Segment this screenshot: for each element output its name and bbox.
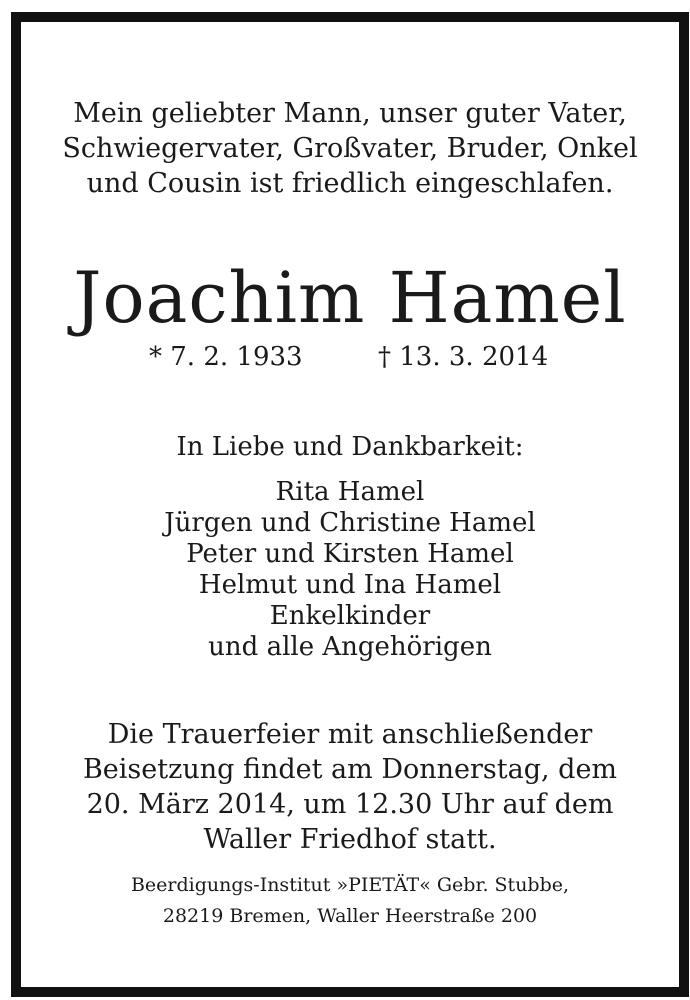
mourner-name: Peter und Kirsten Hamel bbox=[186, 539, 514, 569]
mourner-name: und alle Angehörigen bbox=[208, 632, 492, 662]
mourner-name: Rita Hamel bbox=[275, 477, 425, 507]
birth-date: * 7. 2. 1933 bbox=[149, 342, 303, 372]
life-dates bbox=[21, 340, 679, 374]
institute-line-2: 28219 Bremen, Waller Heerstraße 200 bbox=[162, 905, 538, 927]
mourner-name: Helmut und Ina Hamel bbox=[198, 570, 502, 600]
funeral-line-1: Die Trauerfeier mit anschließender bbox=[107, 719, 593, 750]
funeral-line-2: Beisetzung findet am Donnerstag, dem bbox=[82, 754, 618, 785]
intro-line-3: und Cousin ist friedlich eingeschlafen. bbox=[86, 168, 614, 199]
funeral-line-4: Waller Friedhof statt. bbox=[203, 824, 497, 855]
mourners-heading: In Liebe und Dankbarkeit: bbox=[176, 432, 524, 462]
death-date: † 13. 3. 2014 bbox=[378, 342, 549, 372]
intro-line-2: Schwiegervater, Großvater, Bruder, Onkel bbox=[62, 133, 638, 164]
deceased-name: Joachim Hamel bbox=[73, 257, 627, 339]
mourner-name: Enkelkinder bbox=[269, 601, 431, 631]
funeral-line-3: 20. März 2014, um 12.30 Uhr auf dem bbox=[86, 789, 614, 820]
intro-line-1: Mein geliebter Mann, unser guter Vater, bbox=[73, 98, 627, 129]
obituary-notice bbox=[11, 12, 689, 997]
mourner-name: Jürgen und Christine Hamel bbox=[164, 508, 536, 538]
institute-line-1: Beerdigungs-Institut »PIETÄT« Gebr. Stubbe, bbox=[130, 874, 570, 896]
